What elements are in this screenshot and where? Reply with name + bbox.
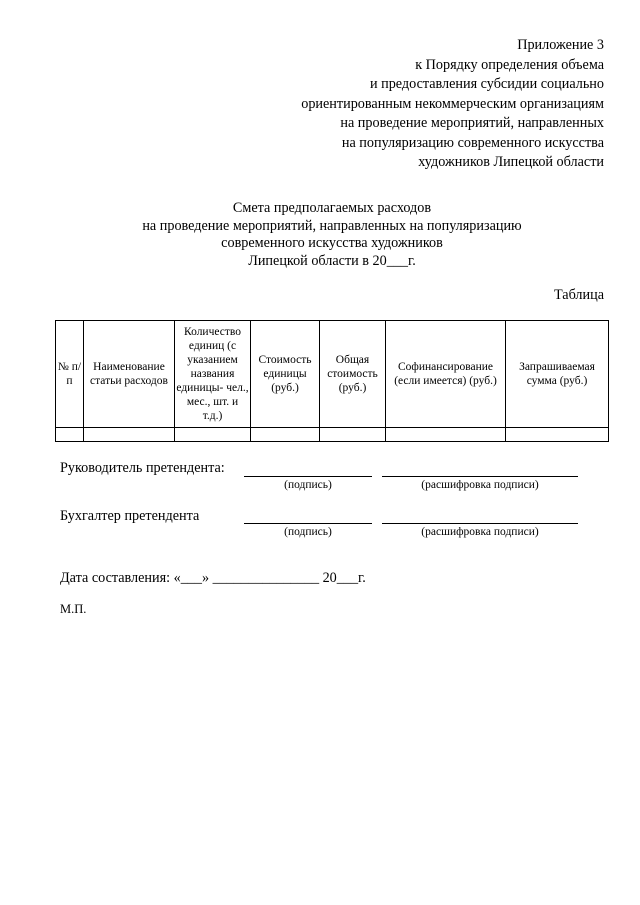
estimate-table — [55, 320, 609, 442]
accountant-signature-caption: (подпись) — [284, 526, 332, 538]
stamp-place: М.П. — [60, 602, 87, 616]
accountant-signature-label: Бухгалтер претендента — [60, 508, 200, 524]
table-cell[interactable] — [251, 428, 320, 442]
column-header-requested: Запрашиваемая сумма (руб.) — [506, 321, 609, 428]
column-header-item: Наименование статьи расходов — [84, 321, 175, 428]
table-cell[interactable] — [84, 428, 175, 442]
table-cell[interactable] — [506, 428, 609, 442]
table-cell[interactable] — [386, 428, 506, 442]
title-line: Липецкой области в 20___г. — [248, 252, 416, 269]
title-line: Смета предполагаемых расходов — [232, 200, 432, 216]
appendix-line: художников Липецкой области — [418, 154, 604, 170]
table-header-row — [56, 321, 609, 428]
appendix-line: ориентированным некоммерческим организациям — [301, 95, 604, 112]
column-header-total-cost: Общая стоимость (руб.) — [320, 321, 386, 428]
appendix-line: Приложение 3 — [517, 37, 604, 53]
head-decode-caption: (расшифровка подписи) — [421, 479, 539, 491]
head-signature-line[interactable] — [244, 476, 372, 477]
column-header-cofinancing: Софинансирование (если имеется) (руб.) — [386, 321, 506, 428]
head-signature-label: Руководитель претендента: — [60, 460, 225, 476]
column-header-quantity: Количество единиц (с указанием названия единицы- чел., мес., шт. и т.д.) — [175, 321, 251, 428]
title-line: современного искусства художников — [221, 235, 443, 251]
column-header-number: № п/п — [56, 321, 84, 428]
accountant-decode-caption: (расшифровка подписи) — [421, 526, 539, 538]
head-decode-line[interactable] — [382, 476, 578, 477]
appendix-line: и предоставления субсидии социально — [369, 76, 604, 92]
column-header-unit-cost: Стоимость единицы (руб.) — [251, 321, 320, 428]
title-line: на проведение мероприятий, направленных на популяризацию — [142, 217, 522, 234]
accountant-decode-line[interactable] — [382, 523, 578, 524]
table-cell[interactable] — [175, 428, 251, 442]
accountant-signature-line[interactable] — [244, 523, 372, 524]
table-cell[interactable] — [56, 428, 84, 442]
head-signature-caption: (подпись) — [284, 479, 332, 491]
appendix-block — [184, 36, 604, 173]
appendix-line: на популяризацию современного искусства — [341, 134, 604, 151]
appendix-line: на проведение мероприятий, направленных — [340, 115, 604, 131]
compilation-date[interactable]: Дата составления: «___» _______________ 20___г. — [60, 570, 366, 586]
table-caption: Таблица — [553, 287, 604, 303]
appendix-line: к Порядку определения объема — [415, 56, 604, 73]
table-cell[interactable] — [320, 428, 386, 442]
table-row — [56, 428, 609, 442]
document-title — [0, 200, 640, 270]
